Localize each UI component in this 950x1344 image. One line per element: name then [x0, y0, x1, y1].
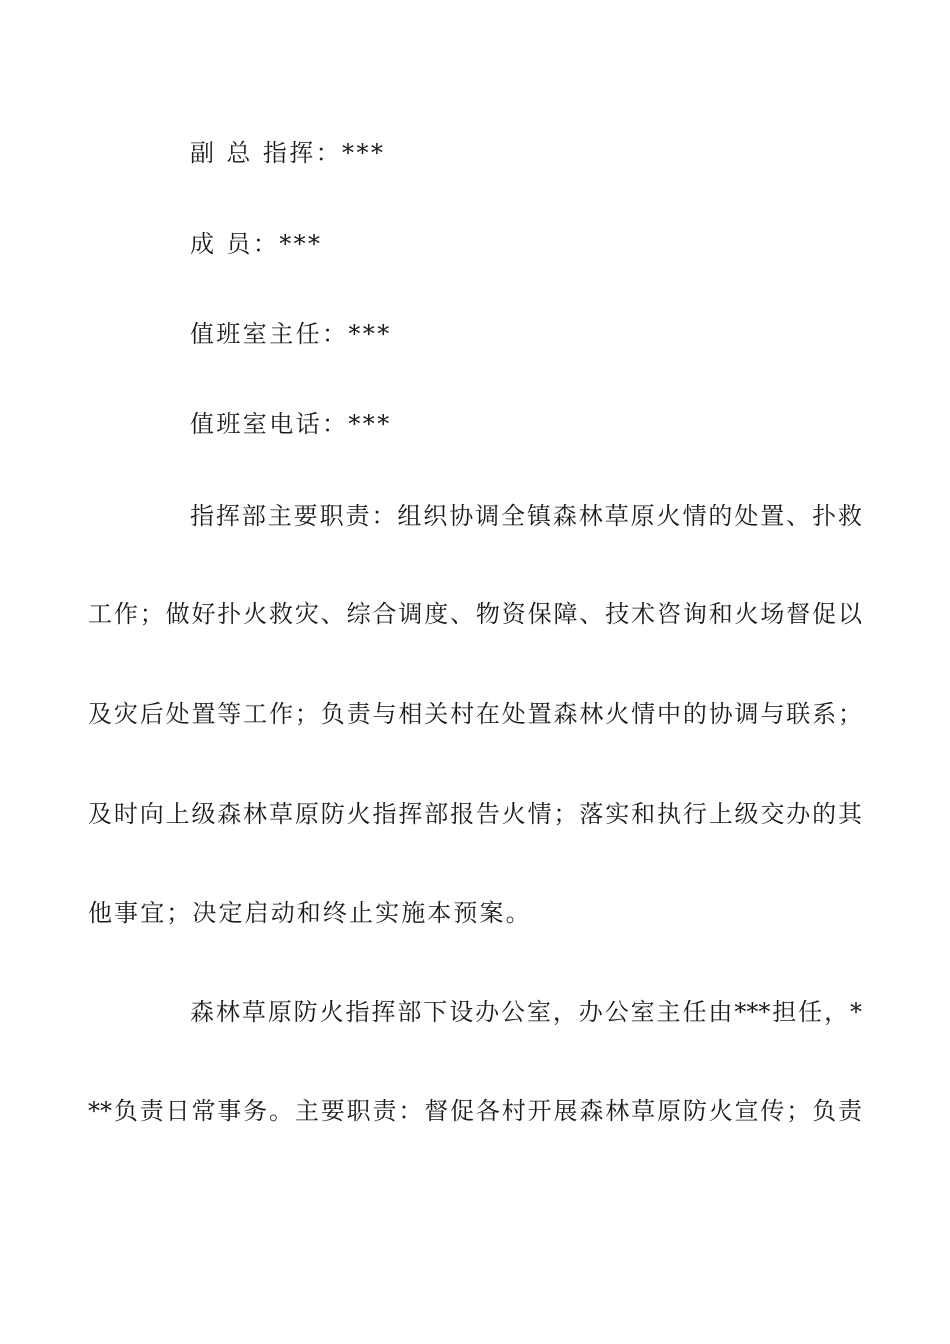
paragraph-line: 指挥部主要职责：组织协调全镇森林草原火情的处置、扑救 — [190, 502, 862, 530]
paragraph-line: 及时向上级森林草原防火指挥部报告火情；落实和执行上级交办的其 — [88, 800, 862, 828]
deputy-commander-line: 副 总 指挥：*** — [190, 139, 386, 167]
paragraph-line: 他事宜；决定启动和终止实施本预案。 — [88, 899, 532, 927]
paragraph-line: 森林草原防火指挥部下设办公室，办公室主任由***担任，* — [190, 998, 862, 1026]
paragraph-line: 及灾后处置等工作；负责与相关村在处置森林火情中的协调与联系； — [88, 700, 862, 728]
members-line: 成 员：*** — [190, 230, 323, 258]
duty-room-director-line: 值班室主任：*** — [190, 320, 392, 348]
paragraph-line: **负责日常事务。主要职责：督促各村开展森林草原防火宣传；负责 — [88, 1097, 862, 1125]
paragraph-line: 工作；做好扑火救灾、综合调度、物资保障、技术咨询和火场督促以 — [88, 600, 862, 628]
duty-room-phone-line: 值班室电话：*** — [190, 410, 392, 438]
